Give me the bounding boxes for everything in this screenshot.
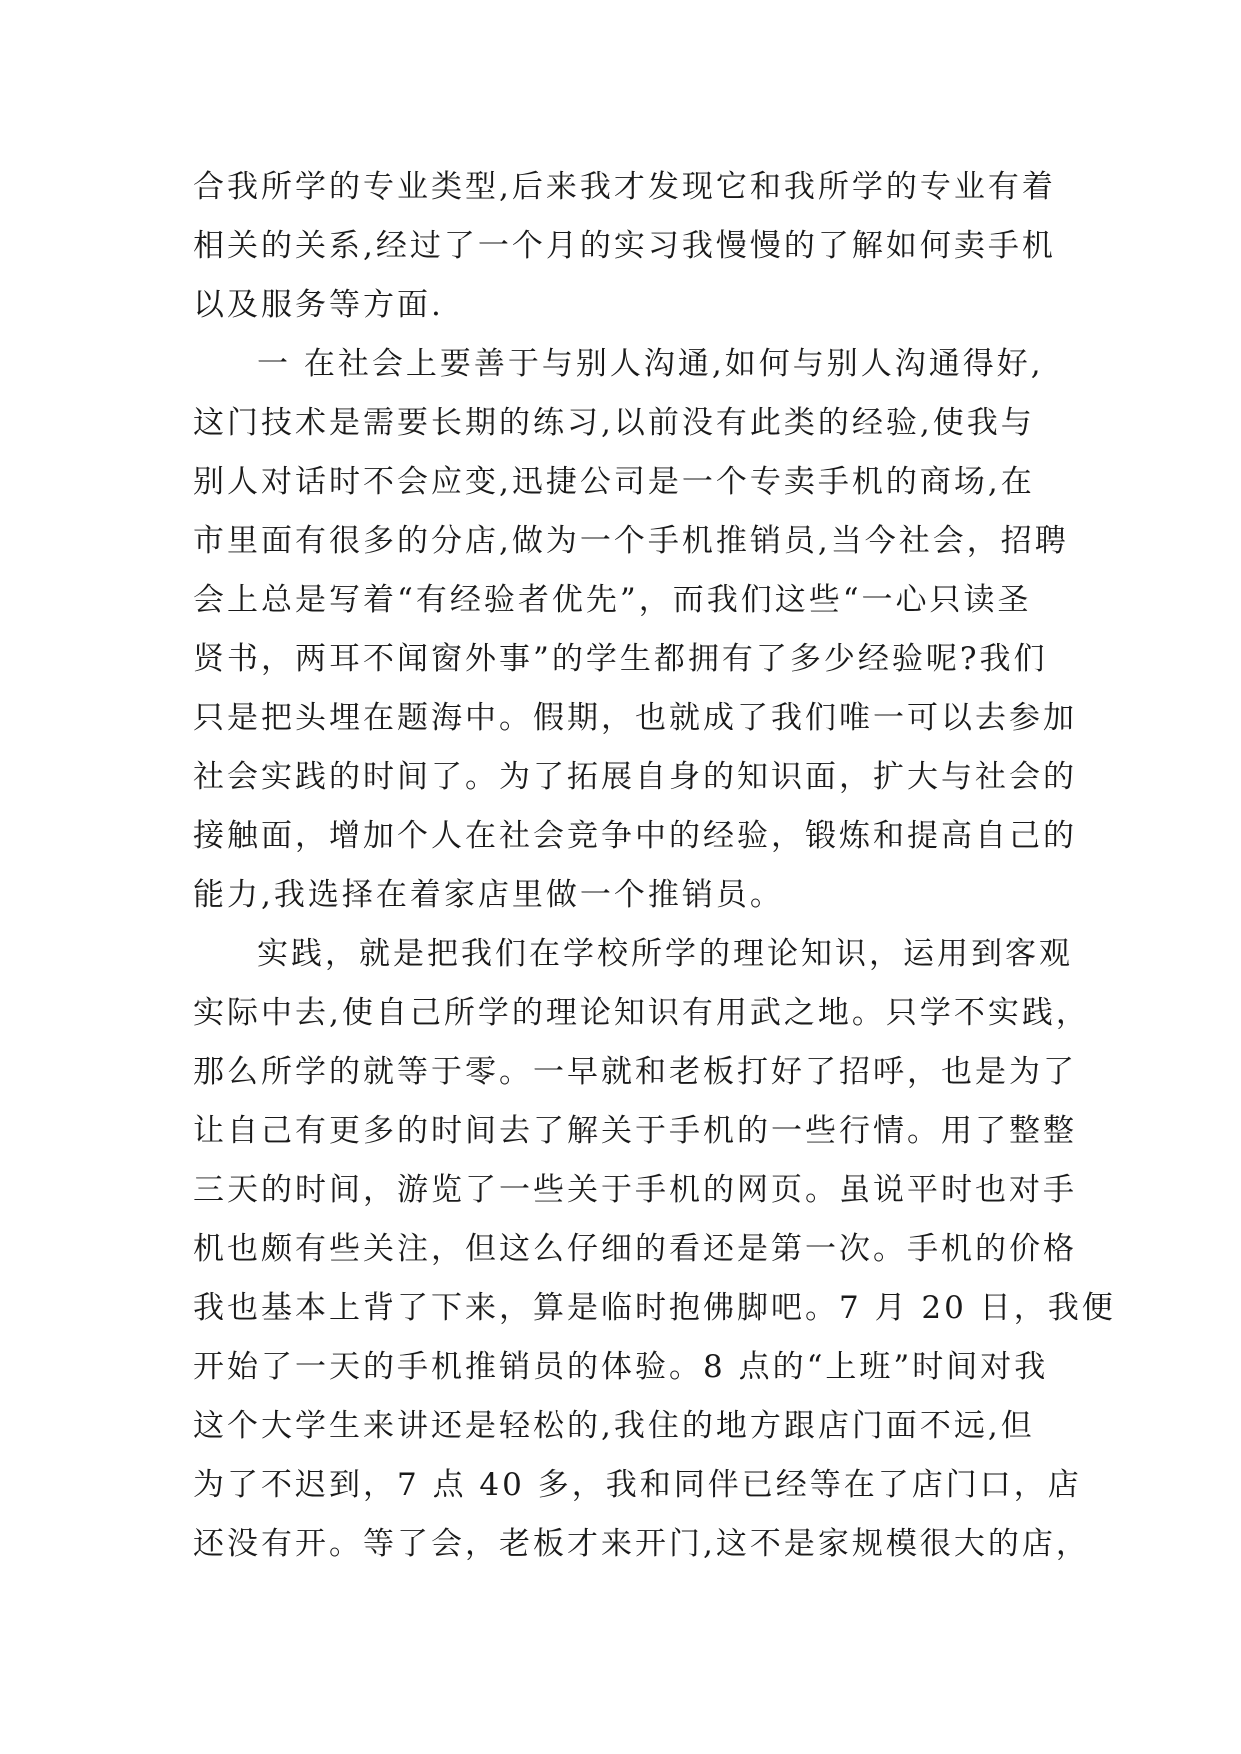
text-line: 让自己有更多的时间去了解关于手机的一些行情。用了整整 bbox=[193, 1113, 1077, 1149]
text-line: 实际中去,使自己所学的理论知识有用武之地。只学不实践， bbox=[193, 995, 1090, 1031]
text-line: 一 在社会上要善于与别人沟通,如何与别人沟通得好, bbox=[257, 346, 1044, 382]
text-line: 贤书，两耳不闻窗外事”的学生都拥有了多少经验呢?我们 bbox=[193, 641, 1048, 677]
text-line: 实践，就是把我们在学校所学的理论知识，运用到客观 bbox=[257, 936, 1073, 972]
text-line: 这门技术是需要长期的练习,以前没有此类的经验,使我与 bbox=[193, 405, 1035, 441]
text-line: 这个大学生来讲还是轻松的,我住的地方跟店门面不远,但 bbox=[193, 1408, 1035, 1444]
text-line: 相关的关系,经过了一个月的实习我慢慢的了解如何卖手机 bbox=[193, 228, 1056, 264]
text-line: 以及服务等方面. bbox=[193, 287, 444, 323]
text-line: 三天的时间，游览了一些关于手机的网页。虽说平时也对手 bbox=[193, 1172, 1077, 1208]
text-line: 只是把头埋在题海中。假期，也就成了我们唯一可以去参加 bbox=[193, 700, 1077, 736]
text-line: 为了不迟到，7 点 40 多，我和同伴已经等在了店门口，店 bbox=[193, 1467, 1082, 1503]
text-line: 合我所学的专业类型,后来我才发现它和我所学的专业有着 bbox=[193, 169, 1056, 205]
text-line: 我也基本上背了下来，算是临时抱佛脚吧。7 月 20 日，我便 bbox=[193, 1290, 1116, 1326]
text-line: 能力,我选择在着家店里做一个推销员。 bbox=[193, 877, 784, 913]
text-line: 会上总是写着“有经验者优先”，而我们这些“一心只读圣 bbox=[193, 582, 1032, 618]
text-line: 市里面有很多的分店,做为一个手机推销员,当今社会，招聘 bbox=[193, 523, 1069, 559]
text-line: 社会实践的时间了。为了拓展自身的知识面，扩大与社会的 bbox=[193, 759, 1077, 795]
text-line: 别人对话时不会应变,迅捷公司是一个专卖手机的商场,在 bbox=[193, 464, 1035, 500]
body-text bbox=[193, 158, 1116, 1574]
text-line: 还没有开。等了会，老板才来开门,这不是家规模很大的店， bbox=[193, 1526, 1090, 1562]
text-line: 接触面，增加个人在社会竞争中的经验，锻炼和提高自己的 bbox=[193, 818, 1077, 854]
text-line: 那么所学的就等于零。一早就和老板打好了招呼，也是为了 bbox=[193, 1054, 1077, 1090]
text-line: 机也颇有些关注，但这么仔细的看还是第一次。手机的价格 bbox=[193, 1231, 1077, 1267]
text-line: 开始了一天的手机推销员的体验。8 点的“上班”时间对我 bbox=[193, 1349, 1049, 1385]
